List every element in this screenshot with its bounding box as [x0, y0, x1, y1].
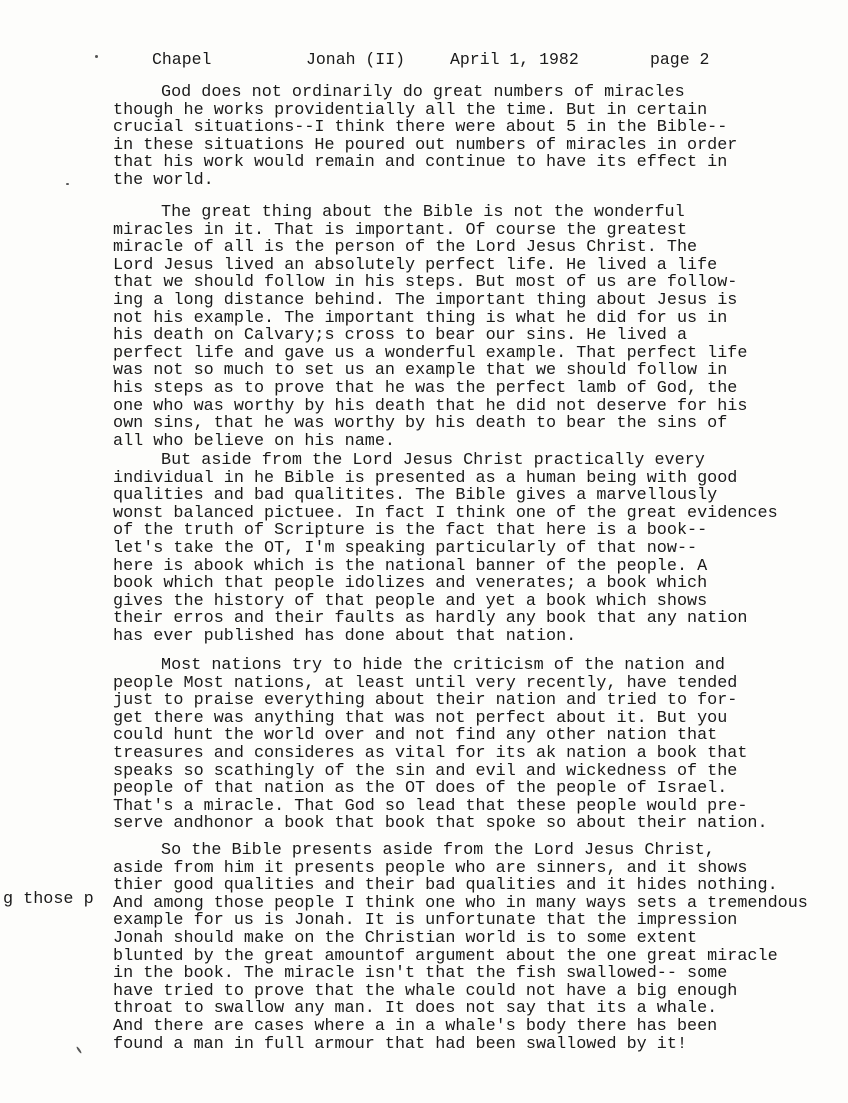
text-line: people Most nations, at least until very recently, have tended [113, 673, 738, 693]
scan-speck [76, 1046, 82, 1054]
text-line: miracles in it. That is important. Of course the greatest [113, 220, 688, 240]
text-line: throat to swallow any man. It does not say that its a whale. [113, 999, 718, 1019]
text-line: serve andhonor a book that book that spoke so about their nation. [113, 814, 768, 834]
text-line: aside from him it presents people who are sinners, and it shows [113, 858, 748, 878]
text-line: found a man in full armour that had been swallowed by it! [113, 1034, 688, 1054]
text-line: Most nations try to hide the criticism of the nation and [161, 656, 725, 675]
text-line: the world. [113, 170, 214, 190]
text-line: But aside from the Lord Jesus Christ practically every [161, 451, 705, 470]
text-line: in the book. The miracle isn't that the fish swallowed-- some [113, 964, 728, 984]
text-line: And there are cases where a in a whale's body there has been [113, 1016, 718, 1036]
text-line: speaks so scathingly of the sin and evil and wickedness of the [113, 761, 738, 781]
text-line: blunted by the great amountof argument about the one great miracle [113, 946, 778, 966]
text-line: people of that nation as the OT does of the people of Israel. [113, 779, 728, 799]
paragraph-5 [113, 842, 808, 1053]
text-line: has ever published has done about that nation. [113, 626, 577, 646]
text-line: that we should follow in his steps. But most of us are follow- [113, 273, 738, 293]
margin-note: g those p [3, 890, 94, 909]
text-line: was not so much to set us an example that we should follow in [113, 361, 728, 381]
text-line: his death on Calvary;s cross to bear our sins. He lived a [113, 326, 688, 346]
text-line: let's take the OT, I'm speaking particularly of that now-- [113, 538, 698, 558]
text-line: that his work would remain and continue to have its effect in [113, 153, 728, 173]
text-line: miracle of all is the person of the Lord Jesus Christ. The [113, 238, 698, 258]
text-line: Jonah should make on the Christian world is to some extent [113, 928, 698, 948]
text-line: of the truth of Scripture is the fact that here is a book-- [113, 521, 708, 541]
text-line: crucial situations--I think there were about 5 in the Bible-- [113, 118, 728, 138]
text-line: perfect life and gave us a wonderful example. That perfect life [113, 343, 748, 363]
scan-speck [95, 55, 98, 58]
text-line: thier good qualities and their bad qualities and it hides nothing. [113, 876, 778, 896]
paragraph-4 [113, 657, 768, 833]
text-line: ing a long distance behind. The important thing about Jesus is [113, 290, 738, 310]
header-chapel: Chapel [152, 50, 212, 69]
text-line: here is abook which is the national banner of the people. A [113, 556, 708, 576]
text-line: treasures and consideres as vital for its ak nation a book that [113, 743, 748, 763]
header-title: Jonah (II) [306, 50, 406, 69]
text-line: his steps as to prove that he was the perfect lamb of God, the [113, 378, 738, 398]
text-line: example for us is Jonah. It is unfortunate that the impression [113, 911, 738, 931]
text-line: So the Bible presents aside from the Lord Jesus Christ, [161, 841, 715, 860]
text-line: though he works providentially all the time. But in certain [113, 100, 708, 120]
text-line: That's a miracle. That God so lead that these people would pre- [113, 796, 748, 816]
text-line: individual in he Bible is presented as a human being with good [113, 468, 738, 488]
paragraph-3 [113, 452, 778, 646]
text-line: Lord Jesus lived an absolutely perfect life. He lived a life [113, 255, 718, 275]
text-line: own sins, that he was worthy by his death to bear the sins of [113, 414, 728, 434]
text-line: all who believe on his name. [113, 431, 395, 451]
text-line: book which that people idolizes and venerates; a book which [113, 574, 708, 594]
text-line: one who was worthy by his death that he did not deserve for his [113, 396, 748, 416]
text-line: their erros and their faults as hardly any book that any nation [113, 609, 748, 629]
text-line: God does not ordinarily do great numbers of miracles [161, 83, 685, 102]
text-line: not his example. The important thing is what he did for us in [113, 308, 728, 328]
text-line: just to praise everything about their nation and tried to for- [113, 691, 738, 711]
paragraph-1 [113, 84, 737, 190]
text-line: The great thing about the Bible is not the wonderful [161, 203, 685, 222]
text-line: And among those people I think one who in many ways sets a tremendous [113, 893, 808, 913]
text-line: get there was anything that was not perfect about it. But you [113, 708, 728, 728]
text-line: have tried to prove that the whale could not have a big enough [113, 981, 738, 1001]
text-line: gives the history of that people and yet a book which shows [113, 591, 708, 611]
text-line: could hunt the world over and not find any other nation that [113, 726, 718, 746]
header-page-number: page 2 [650, 50, 710, 69]
text-line: in these situations He poured out numbers of miracles in order [113, 135, 738, 155]
text-line: wonst balanced pictuee. In fact I think one of the great evidences [113, 503, 778, 523]
scan-speck [66, 183, 69, 185]
text-line: qualities and bad qualitites. The Bible gives a marvellously [113, 486, 718, 506]
paragraph-2 [113, 204, 747, 450]
header-date: April 1, 1982 [450, 50, 579, 69]
